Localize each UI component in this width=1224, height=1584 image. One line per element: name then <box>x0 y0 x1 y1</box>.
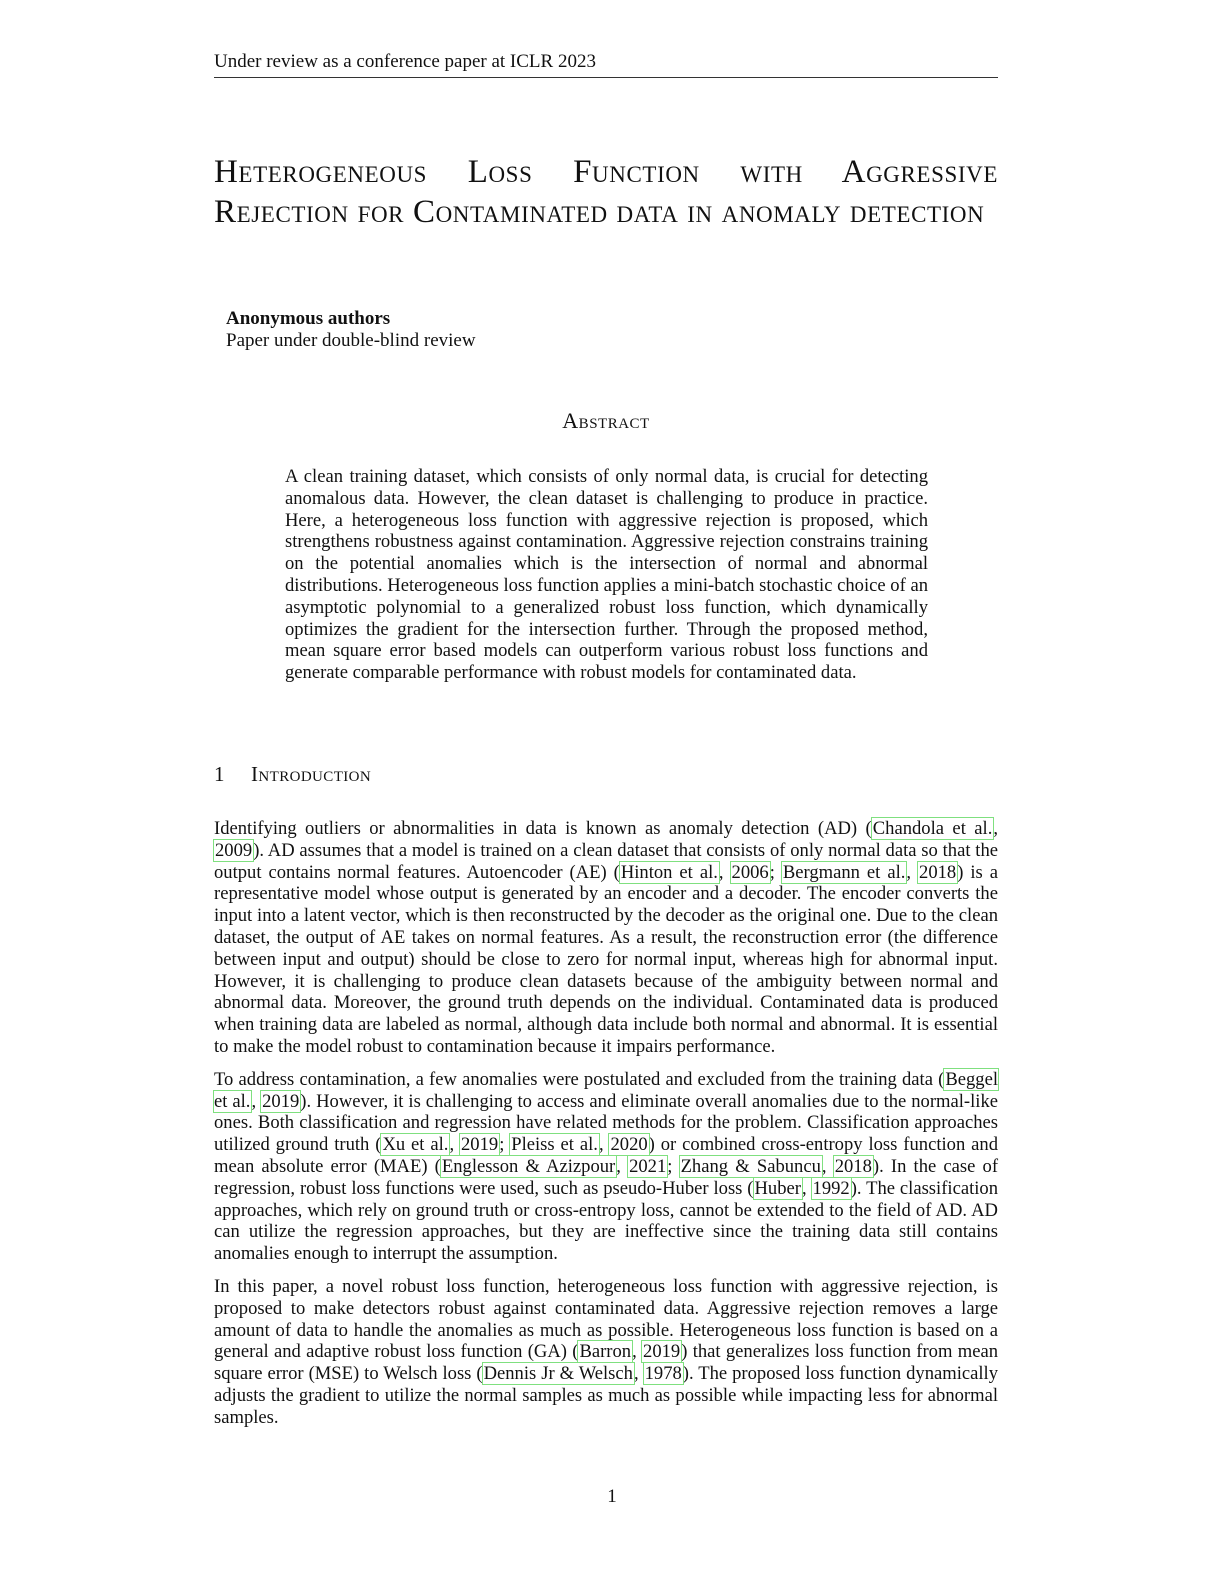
text-run: , <box>449 1134 460 1156</box>
paragraph-3 <box>214 1276 998 1429</box>
citation-link[interactable]: Beggel et al. <box>214 1068 998 1112</box>
text-run: ) or combined cross-entropy loss function and mean absolute error (MAE) ( <box>214 1134 998 1177</box>
text-run: , <box>718 861 731 883</box>
text-run: , <box>821 1155 834 1177</box>
citation-link[interactable]: 2021 <box>629 1155 667 1177</box>
citation-link[interactable]: 1992 <box>812 1177 850 1199</box>
citation-link[interactable]: Zhang & Sabuncu <box>680 1155 821 1177</box>
text-run: , <box>598 1134 610 1156</box>
text-run: ). In the case of regression, robust loss functions were used, such as pseudo-Huber loss ( <box>214 1155 999 1199</box>
text-run: ). However, it is challenging to access and eliminate overall anomalies due to the normal-like ones. Both classification and regression have related methods for the problem. Classification approaches utilized ground truth ( <box>214 1090 998 1156</box>
paragraph-2 <box>214 1069 998 1265</box>
abstract-text: A clean training dataset, which consists of only normal data, is crucial for detecting anomalous data. However, the clean dataset is challenging to produce in practice. Here, a heterogeneous loss function with aggressive rejection is proposed, which strengthens robustness against contamination. Aggressive rejection constrains training on the potential anomalies which is the intersection of normal and abnormal distributions. Heterogeneous loss function applies a mini-batch stochastic choice of an asymptotic polynomial to a generalized robust loss function, which dynamically optimizes the gradient for the intersection further. Through the proposed method, mean square error based models can outperform various robust loss functions and generate comparable performance with robust models for contaminated data. <box>285 466 928 684</box>
running-head: Under review as a conference paper at ICLR 2023 <box>214 50 998 78</box>
citation-link[interactable]: Xu et al. <box>382 1134 449 1156</box>
citation-link[interactable]: Bergmann et al. <box>782 861 906 883</box>
paragraph-1 <box>214 818 998 1058</box>
citation-link[interactable]: Pleiss et al. <box>511 1134 598 1156</box>
citation-link[interactable]: 2020 <box>610 1134 648 1156</box>
text-run: , <box>251 1090 262 1112</box>
citation-link[interactable]: 2019 <box>643 1341 681 1363</box>
text-run: ; <box>769 861 782 883</box>
citation-link[interactable]: 2009 <box>215 839 253 861</box>
citation-link[interactable]: 2018 <box>834 1155 872 1177</box>
citation-link[interactable]: Englesson & Azizpour <box>441 1155 616 1177</box>
text-run: , <box>801 1177 812 1199</box>
citation-link[interactable]: 2019 <box>461 1134 499 1156</box>
author-names: Anonymous authors <box>226 308 391 329</box>
text-run: ; <box>499 1134 511 1156</box>
text-run: , <box>632 1341 643 1363</box>
citation-link[interactable]: 2006 <box>731 861 769 883</box>
introduction-body <box>214 818 998 1440</box>
text-run: , <box>906 861 919 883</box>
section-title: Introduction <box>251 762 372 786</box>
text-run: Identifying outliers or abnormalities in data is known as anomaly detection (AD) ( <box>214 818 872 839</box>
text-run: To address contamination, a few anomalies were postulated and excluded from the training data ( <box>214 1068 945 1090</box>
text-run: ). The classification approaches, which rely on ground truth or cross-entropy loss, cannot be extended to the field of AD. AD can utilize the regression approaches, but they are ineffective since the training data still contains anomalies enough to interrupt the assumption. <box>214 1177 998 1265</box>
text-run: In this paper, a novel robust loss function, heterogeneous loss function with aggressive rejection, is proposed to make detectors robust against contaminated data. Aggressive rejection removes a large amount of data to handle the anomalies as much as possible. Heterogeneous loss function is based on a general and adaptive robust loss function (GA) ( <box>214 1275 998 1363</box>
author-block <box>226 308 476 352</box>
text-run: ) is a representative model whose output is generated by an encoder and a decoder. The encoder converts the input into a latent vector, which is then reconstructed by the decoder as the original one. Due to the clean dataset, the output of AE takes on normal features. As a result, the reconstruction error (the difference between input and output) should be close to zero for normal input, whereas high for abnormal input. However, it is challenging to produce clean datasets because of the ambiguity between normal and abnormal data. Moreover, the ground truth depends on the individual. Contaminated data is produced when training data are labeled as normal, although data include both normal and abnormal. It is essential to make the model robust to contamination because it impairs performance. <box>214 861 998 1057</box>
page-number: 1 <box>607 1486 617 1507</box>
citation-link[interactable]: Barron <box>579 1341 632 1363</box>
abstract-heading: Abstract <box>562 408 650 433</box>
text-run: , <box>633 1363 644 1385</box>
paper-title: Heterogeneous Loss Function with Aggressive Rejection for Contaminated data in anomaly detection <box>214 154 998 230</box>
author-affiliation: Paper under double-blind review <box>226 330 476 351</box>
text-run: , <box>616 1155 629 1177</box>
citation-link[interactable]: 2019 <box>262 1090 300 1112</box>
citation-link[interactable]: 1978 <box>644 1363 682 1385</box>
text-run: ). The proposed loss function dynamically adjusts the gradient to utilize the normal samples as much as possible while impacting less for abnormal samples. <box>214 1363 999 1428</box>
text-run: ). AD assumes that a model is trained on a clean dataset that consists of only normal data so that the output contains normal features. Autoencoder (AE) ( <box>214 839 998 883</box>
citation-link[interactable]: Hinton et al. <box>620 861 718 883</box>
text-run: ; <box>667 1155 680 1177</box>
section-heading-introduction <box>214 762 371 787</box>
citation-link[interactable]: Chandola et al. <box>872 818 993 839</box>
section-number: 1 <box>214 762 225 786</box>
citation-link[interactable]: 2018 <box>919 861 957 883</box>
citation-link[interactable]: Dennis Jr & Welsch <box>483 1363 633 1385</box>
text-run: , <box>993 818 999 839</box>
citation-link[interactable]: Huber <box>754 1177 801 1199</box>
text-run: ) that generalizes loss function from mean square error (MSE) to Welsch loss ( <box>214 1341 998 1385</box>
